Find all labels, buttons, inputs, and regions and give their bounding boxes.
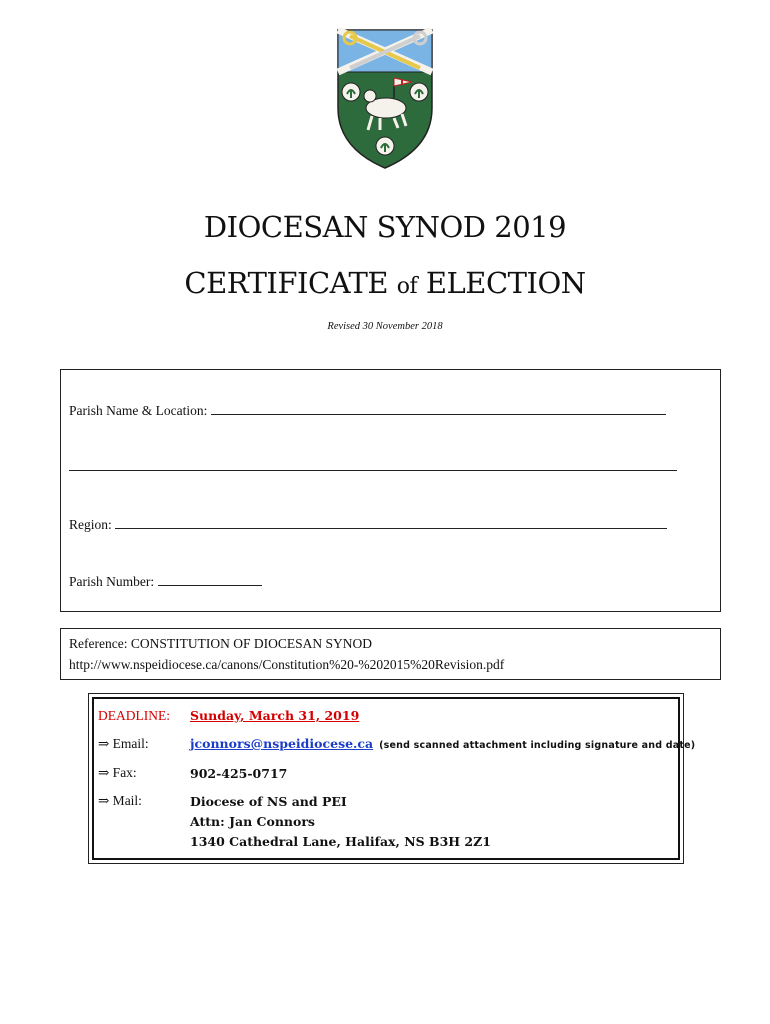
parish-number-line[interactable]	[158, 573, 262, 586]
parish-location-line[interactable]	[69, 458, 677, 471]
parish-name-field[interactable]	[69, 402, 666, 419]
deadline-date: Sunday, March 31, 2019	[190, 708, 360, 723]
parish-name-line[interactable]	[211, 402, 666, 415]
email-note: (send scanned attachment including signature and date)	[379, 740, 696, 751]
document-subtitle	[0, 266, 770, 300]
parish-number-field[interactable]	[69, 573, 262, 590]
subtitle-of: of	[396, 274, 418, 299]
fax-number: 902-425-0717	[190, 766, 288, 781]
subtitle-part-a: CERTIFICATE	[184, 266, 389, 300]
reference-url[interactable]: http://www.nspeidiocese.ca/canons/Constitution%20-%202015%20Revision.pdf	[69, 657, 505, 672]
mail-label: ⇒ Mail:	[98, 793, 142, 808]
email-label: ⇒ Email:	[98, 736, 149, 751]
revision-date: Revised 30 November 2018	[327, 321, 443, 332]
email-row	[190, 736, 695, 751]
mail-line-2: Attn: Jan Connors	[190, 814, 315, 829]
email-link[interactable]: jconnors@nspeidiocese.ca	[190, 736, 374, 751]
reference-box	[60, 628, 721, 680]
parish-location-continued-field[interactable]	[69, 458, 677, 475]
mail-line-3: 1340 Cathedral Lane, Halifax, NS B3H 2Z1	[190, 834, 491, 849]
subtitle-part-b: ELECTION	[425, 266, 586, 300]
region-label: Region:	[69, 517, 112, 532]
document-title: DIOCESAN SYNOD 2019	[203, 210, 567, 244]
deadline-label: DEADLINE:	[98, 708, 170, 723]
parish-number-label: Parish Number:	[69, 574, 155, 589]
region-field[interactable]	[69, 516, 667, 533]
reference-title: Reference: CONSTITUTION OF DIOCESAN SYNOD	[69, 636, 372, 651]
diocese-crest-icon	[336, 28, 434, 170]
mail-line-1: Diocese of NS and PEI	[190, 794, 347, 809]
region-line[interactable]	[115, 516, 667, 529]
fax-label: ⇒ Fax:	[98, 765, 137, 780]
parish-name-label: Parish Name & Location:	[69, 403, 208, 418]
